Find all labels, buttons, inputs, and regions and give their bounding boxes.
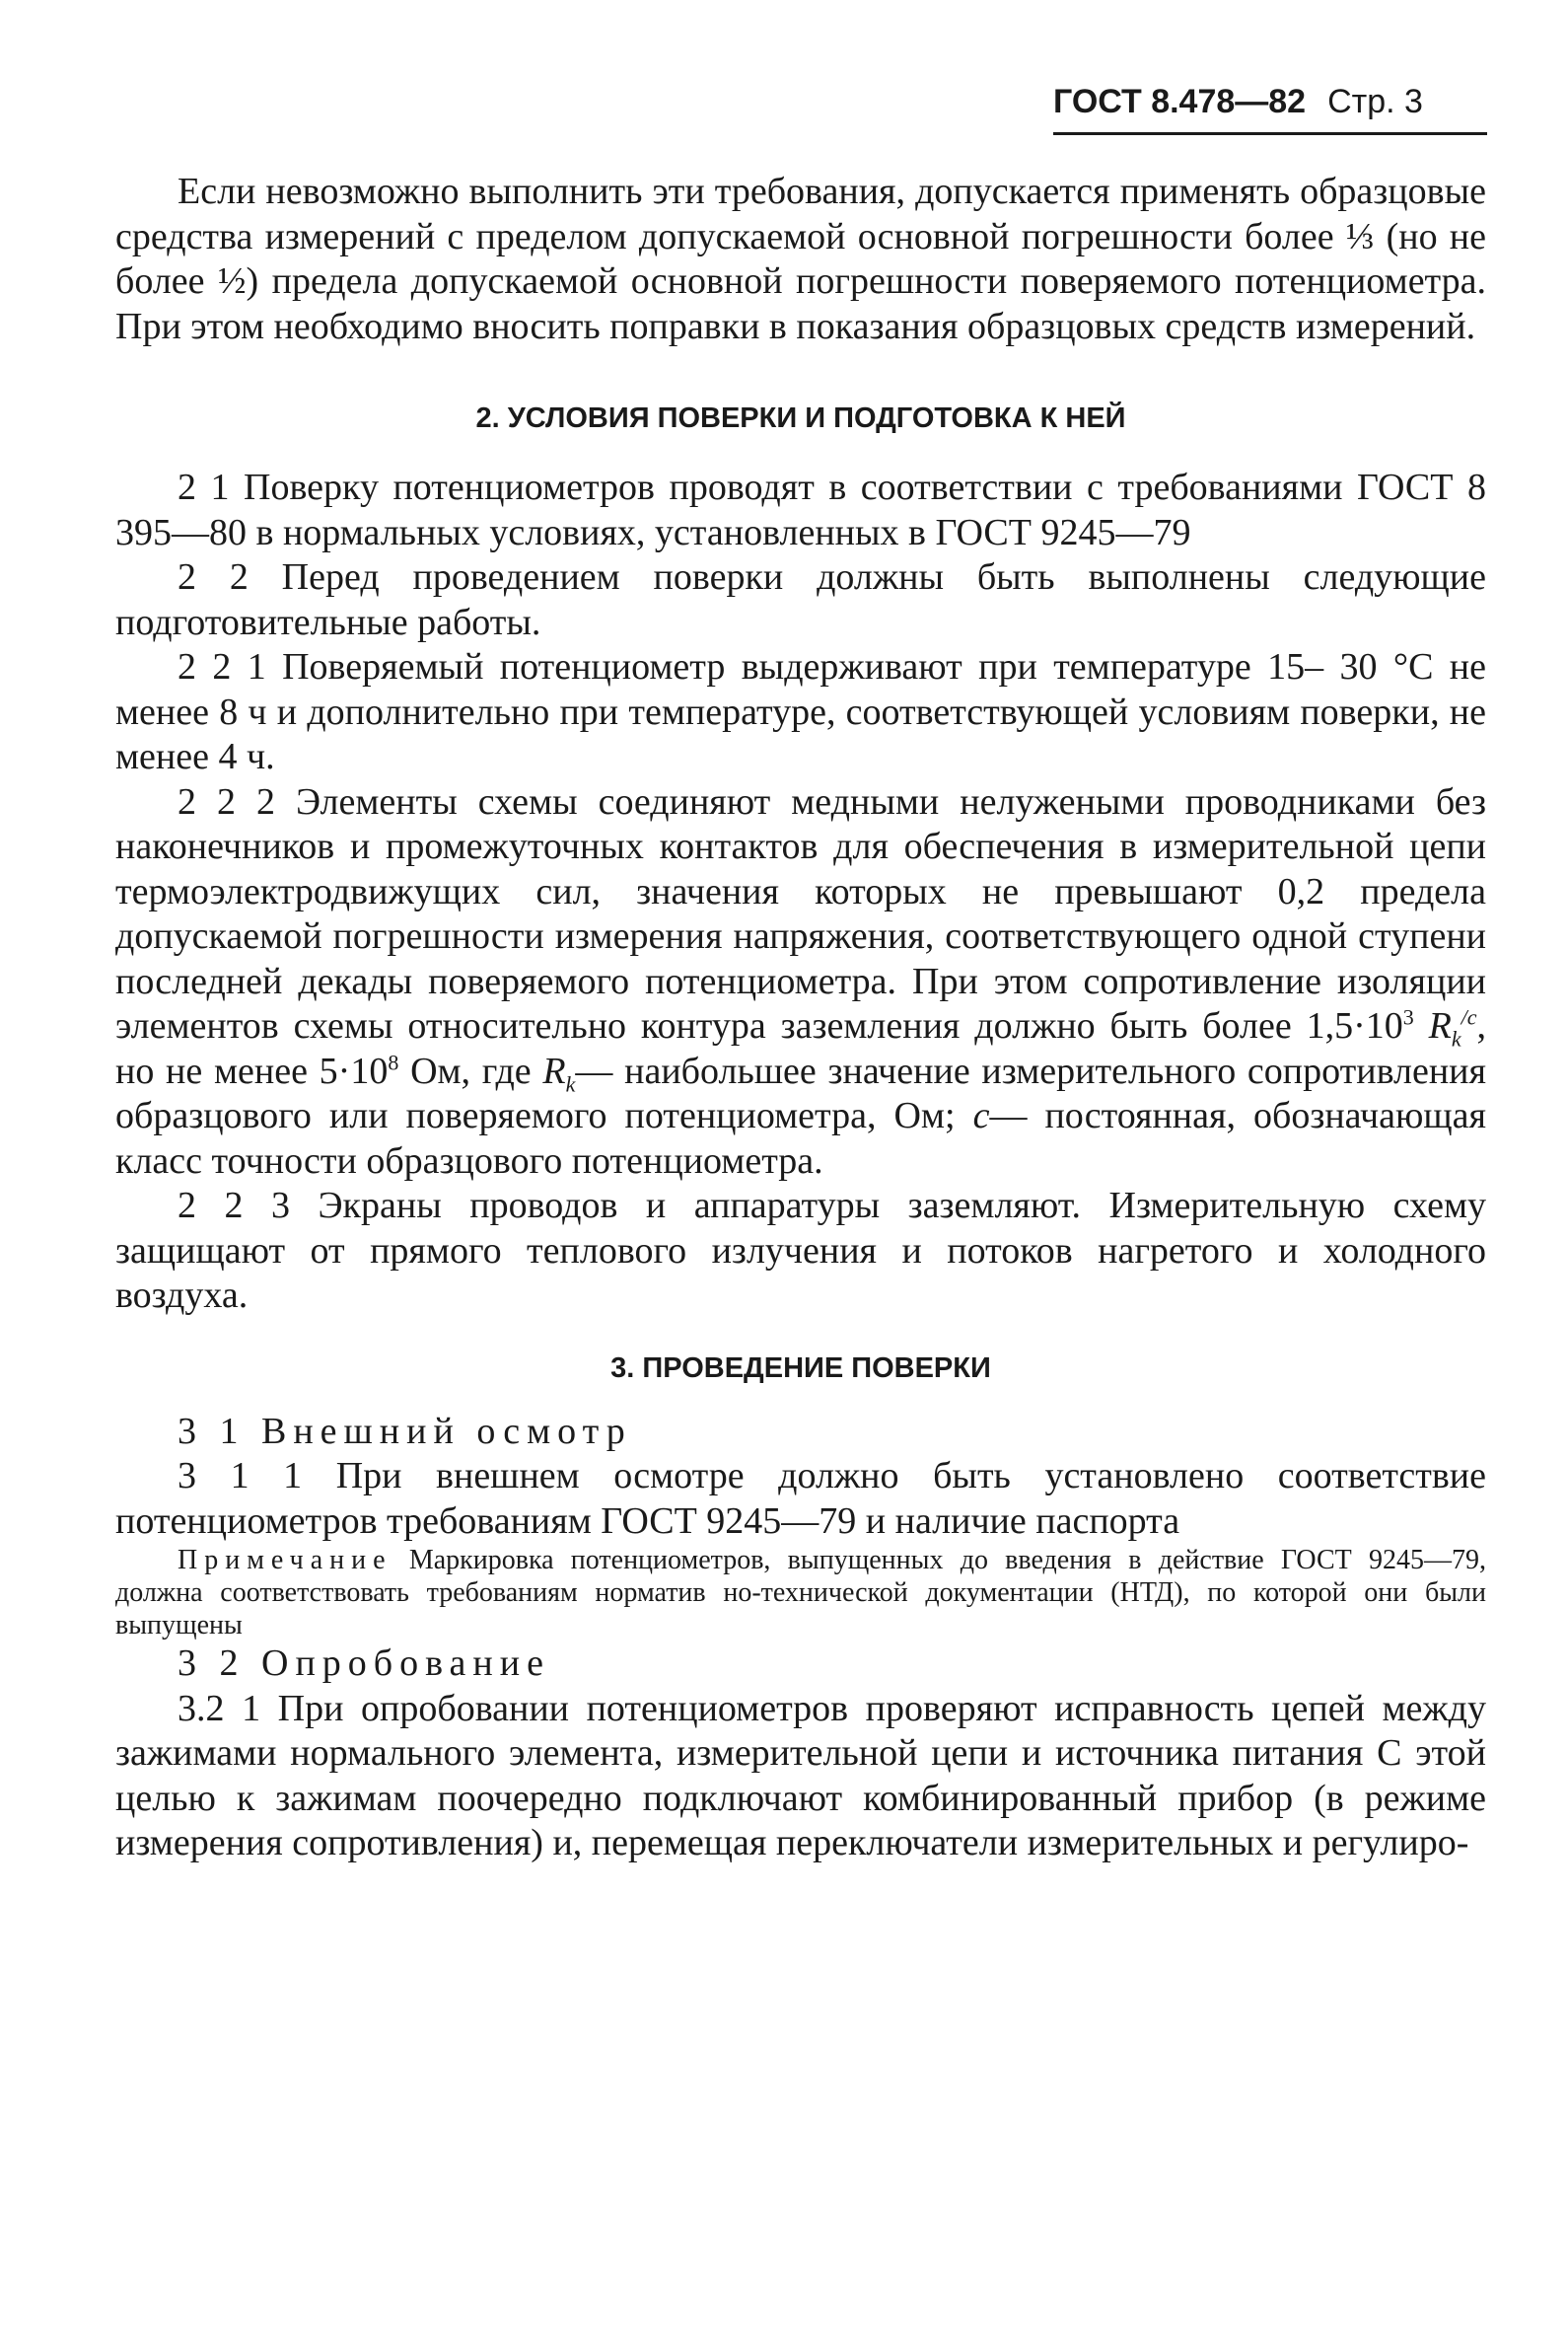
- note-label: Примечание: [178, 1545, 392, 1575]
- paragraph-3-2-1: 3.2 1 При опробовании потенциометров проверяют исправность цепей между зажимами нормального элемента, измерительной цепи и источника питания С этой целью к зажимам поочередно подключают комбинированный прибор (в режиме измерения сопротивления) и, перемещая переключатели измерительных и регулиро-: [115, 1687, 1486, 1863]
- paragraph-2-2-1: 2 2 1 Поверяемый потенциометр выдерживают при температуре 15– 30 °С не менее 8 ч и дополнительно при температуре, соответствующей условиям поверки, не менее 4 ч.: [115, 646, 1486, 777]
- paragraph-2-2: 2 2 Перед проведением поверки должны быть выполнены следующие подготовительные работы.: [115, 556, 1486, 643]
- paragraph-3-2-title: 3 2 Опробование: [178, 1642, 550, 1684]
- note-paragraph: [115, 1544, 1486, 1641]
- paragraph-2-2-2: 2 2 2 Элементы схемы соединяют медными нелужеными проводниками без наконечников и промежуточных контактов для обеспечения в измерительной цепи термоэлектродвижущих сил, значения которых не превышают 0,2 предела допускаемой погрешности измерения напряжения, соответствующего одной ступени последней декады поверяемого потенциометра. При этом сопротивление изоляции элементов схемы относительно контура заземления должно быть более $1,5\cdot 10^3$ $R_k^{/c}$, но не менее $5\cdot 10^8$ Ом, где $R_k—$ наибольшее значение измерительного сопротивления образцового или поверяемого потенциометра, Ом; c— постоянная, обозначающая класс точности образцового потенциометра.: [115, 780, 1487, 1182]
- section-3-heading: 3. ПРОВЕДЕНИЕ ПОВЕРКИ: [610, 1351, 991, 1384]
- document-body: [115, 170, 1486, 1866]
- intro-paragraph: Если невозможно выполнить эти требования, допускается применять образцовые средства измерений с пределом допускаемой основной погрешности более ⅓ (но не более ½) предела допускаемой основной погрешности поверяемого потенциометра. При этом необходимо вносить поправки в показания образцовых средств измерений.: [115, 171, 1486, 347]
- page-number: Стр. 3: [1327, 83, 1423, 120]
- paragraph-3-1-1: 3 1 1 При внешнем осмотре должно быть установлено соответствие потенциометров требованиям ГОСТ 9245—79 и наличие паспорта: [115, 1455, 1486, 1542]
- page-header: [1053, 83, 1487, 121]
- paragraph-3-1-title: 3 1 Внешний осмотр: [178, 1410, 632, 1452]
- paragraph-2-2-3: 2 2 3 Экраны проводов и аппаратуры заземляют. Измерительную схему защищают от прямого теплового излучения и потоков нагретого и холодного воздуха.: [115, 1185, 1486, 1316]
- section-2-heading: 2. УСЛОВИЯ ПОВЕРКИ И ПОДГОТОВКА К НЕЙ: [475, 402, 1126, 434]
- note-text: Маркировка потенциометров, выпущенных до введения в действие ГОСТ 9245—79, должна соответствовать требованиям норматив но-технической документации (НТД), по которой они были выпущены: [115, 1545, 1486, 1640]
- paragraph-2-1: 2 1 Поверку потенциометров проводят в соответствии с требованиями ГОСТ 8 395—80 в нормальных условиях, установленных в ГОСТ 9245—79: [115, 467, 1486, 553]
- header-rule: [1053, 132, 1487, 135]
- standard-number: ГОСТ 8.478—82: [1053, 83, 1307, 120]
